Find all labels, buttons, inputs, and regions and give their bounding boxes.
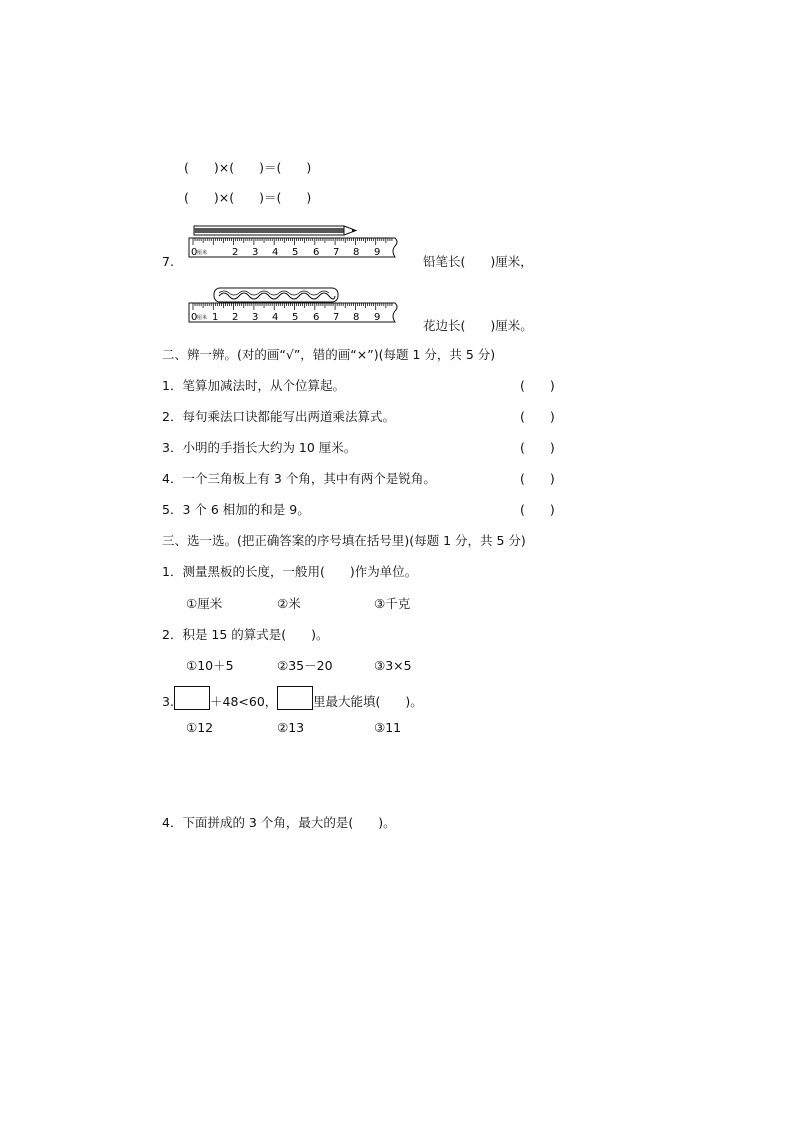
ruler xyxy=(189,303,397,323)
ruler-label-6: 6 xyxy=(313,247,320,258)
pencil-ruler-figure xyxy=(186,224,404,260)
section3-q2-text: 2．积是 15 的算式是( )。 xyxy=(162,627,329,642)
ruler-label-9: 9 xyxy=(374,247,381,258)
section2-answer-2: ( ) xyxy=(520,409,555,424)
ruler-label-4: 4 xyxy=(272,247,279,258)
ruler-label-6: 6 xyxy=(313,312,320,323)
ruler-label-2: 2 xyxy=(232,312,239,323)
ruler-label-8: 8 xyxy=(353,312,360,323)
section2-item-2: 2．每句乘法口诀都能写出两道乘法算式。 xyxy=(162,409,395,424)
section3-q3-tail-text: 里最大能填( )。 xyxy=(313,694,423,709)
ruler-label-3: 3 xyxy=(252,247,259,258)
section3-title: 三、选一选。(把正确答案的序号填在括号里)(每题 1 分，共 5 分) xyxy=(162,533,526,548)
pencil-length-text: 铅笔长( )厘米， xyxy=(423,254,533,269)
ruler-label-5: 5 xyxy=(292,312,299,323)
section3-q3-blank-box-1 xyxy=(174,686,210,710)
q6-equation-row-1: ( )×( )＝( ) xyxy=(184,160,312,175)
ruler-label-9: 9 xyxy=(374,312,381,323)
section2-answer-3: ( ) xyxy=(520,440,555,455)
ruler-label-3: 3 xyxy=(252,312,259,323)
section2-item-1: 1．笔算加减法时，从个位算起。 xyxy=(162,378,345,393)
section2-item-3: 3．小明的手指长大约为 10 厘米。 xyxy=(162,440,357,455)
ruler-unit: 厘米 xyxy=(197,315,208,321)
section3-q3-number: 3. xyxy=(162,694,174,709)
q7-number: 7. xyxy=(162,254,174,269)
ruler-label-7: 7 xyxy=(333,247,340,258)
section2-item-4: 4．一个三角板上有 3 个角，其中有两个是锐角。 xyxy=(162,471,436,486)
section3-q1-option-2: ②米 xyxy=(277,596,301,611)
ruler-label-1: 1 xyxy=(212,312,219,323)
ruler-label-2: 2 xyxy=(232,247,239,258)
ruler-label-0: 0 xyxy=(191,312,198,323)
section2-title: 二、辨一辨。(对的画“√”，错的画“×”)(每题 1 分，共 5 分) xyxy=(162,347,496,362)
section2-answer-1: ( ) xyxy=(520,378,555,393)
ruler-label-8: 8 xyxy=(353,247,360,258)
ruler-unit: 厘米 xyxy=(197,250,208,256)
section3-q1-text: 1．测量黑板的长度，一般用( )作为单位。 xyxy=(162,564,418,579)
section3-q3-option-1: ①12 xyxy=(186,720,214,735)
lace-icon xyxy=(214,288,338,302)
section3-q4-text: 4．下面拼成的 3 个角，最大的是( )。 xyxy=(162,815,396,830)
ruler-label-0: 0 xyxy=(191,247,198,258)
section2-item-5: 5．3 个 6 相加的和是 9。 xyxy=(162,502,310,517)
section3-q2-option-3: ③3×5 xyxy=(374,658,412,673)
section3-q2-option-2: ②35－20 xyxy=(277,658,333,673)
section3-q3-blank-box-2 xyxy=(277,686,313,710)
section3-q2-option-1: ①10＋5 xyxy=(186,658,234,673)
ruler-label-4: 4 xyxy=(272,312,279,323)
section3-q1-option-1: ①厘米 xyxy=(186,596,223,611)
lace-ruler-figure xyxy=(186,286,404,326)
section2-answer-5: ( ) xyxy=(520,502,555,517)
pencil-icon xyxy=(194,226,356,235)
section3-q1-option-3: ③千克 xyxy=(374,596,411,611)
section2-answer-4: ( ) xyxy=(520,471,555,486)
section3-q3-mid-text: ＋48<60， xyxy=(210,694,278,709)
lace-length-text: 花边长( )厘米。 xyxy=(423,318,533,333)
section3-q3-option-3: ③11 xyxy=(374,720,402,735)
ruler-label-7: 7 xyxy=(333,312,340,323)
ruler-label-5: 5 xyxy=(292,247,299,258)
section3-q3-option-2: ②13 xyxy=(277,720,305,735)
ruler xyxy=(189,238,397,258)
q6-equation-row-2: ( )×( )＝( ) xyxy=(184,190,312,205)
